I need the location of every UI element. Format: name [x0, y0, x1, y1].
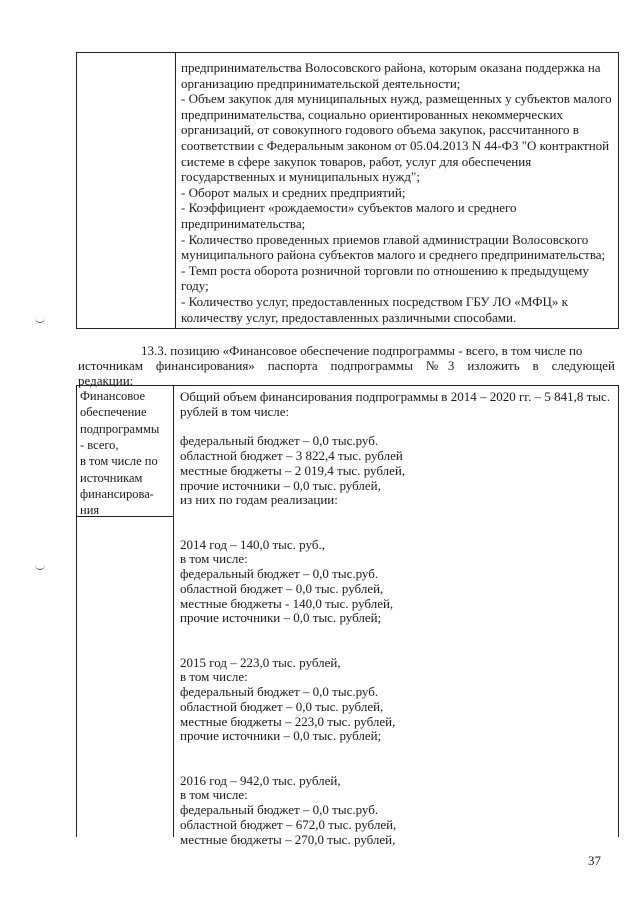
text-line: ния: [80, 503, 100, 518]
text-line: в том числе:: [180, 551, 248, 567]
text-line: обеспечение: [80, 405, 147, 420]
text-line: в том числе по: [80, 454, 158, 469]
text-line: 2014 год – 140,0 тыс. руб.,: [180, 536, 325, 552]
intro-line-1: 13.3. позицию «Финансовое обеспечение подпрограммы - всего, в том числе по: [141, 343, 583, 358]
text-line: организаций, от совокупного годового объема закупок, рассчитанного в: [181, 122, 579, 138]
text-line: из них по годам реализации:: [180, 492, 338, 508]
text-line: источникам: [80, 470, 143, 485]
text-line: количеству услуг, предоставленных различными способами.: [181, 309, 517, 325]
text-line: местные бюджеты – 223,0 тыс. рублей,: [180, 713, 396, 729]
text-line: федеральный бюджет – 0,0 тыс.руб.: [180, 433, 379, 449]
text-line: федеральный бюджет – 0,0 тыс.руб.: [180, 802, 379, 817]
scan-mark: [35, 318, 45, 323]
finance-table-column-divider: [173, 385, 174, 837]
text-line: предпринимательства Волосовского района, которым оказана поддержка на: [181, 60, 601, 75]
text-line: областной бюджет – 672,0 тыс. рублей,: [180, 816, 397, 832]
intro-line-3: редакции:: [78, 373, 134, 388]
text-line: прочие источники – 0,0 тыс. рублей;: [180, 610, 382, 626]
text-line: - всего,: [80, 437, 119, 452]
text-line: - Количество проведенных приемов главой администрации Волосовского: [181, 231, 589, 247]
text-line: 2015 год – 223,0 тыс. рублей,: [180, 654, 341, 670]
text-line: областной бюджет – 3 822,4 тыс. рублей: [180, 448, 403, 463]
text-line: прочие источники – 0,0 тыс. рублей,: [180, 477, 381, 493]
text-line: областной бюджет – 0,0 тыс. рублей,: [180, 580, 384, 596]
text-line: организацию предпринимательской деятельности;: [181, 75, 461, 91]
intro-line-2: источникам финансирования» паспорта подпрограммы №3 изложить в следующей: [78, 358, 615, 373]
text-line: подпрограммы: [80, 421, 160, 436]
page-number: 37: [588, 853, 601, 868]
top-table-column-divider: [175, 52, 176, 328]
text-line: федеральный бюджет – 0,0 тыс.руб.: [180, 684, 379, 699]
text-line: - Объем закупок для муниципальных нужд, размещенных у субъектов малого: [181, 91, 612, 107]
text-line: местные бюджеты - 140,0 тыс. рублей,: [180, 595, 394, 611]
text-line: местные бюджеты – 270,0 тыс. рублей,: [180, 831, 396, 847]
text-line: - Коэффициент «рождаемости» субъектов малого и среднего: [181, 200, 517, 216]
text-line: - Количество услуг, предоставленных посредством ГБУ ЛО «МФЦ» к: [181, 294, 568, 309]
text-line: Общий объем финансирования подпрограммы в 2014 – 2020 гг. – 5 841,8 тыс.: [180, 389, 611, 404]
text-line: предпринимательства, социально ориентированных некоммерческих: [181, 106, 563, 122]
text-line: федеральный бюджет – 0,0 тыс.руб.: [180, 566, 379, 581]
text-line: предпринимательства;: [181, 216, 306, 231]
text-line: 2016 год – 942,0 тыс. рублей,: [180, 772, 341, 788]
text-line: областной бюджет – 0,0 тыс. рублей,: [180, 698, 384, 714]
text-line: соответствии с Федеральным законом от 05.04.2013 N 44-ФЗ "О контрактной: [181, 138, 610, 153]
text-line: году;: [181, 278, 209, 294]
text-line: рублей в том числе:: [180, 403, 290, 419]
text-line: прочие источники – 0,0 тыс. рублей;: [180, 728, 382, 744]
scan-mark: [35, 565, 45, 570]
text-line: финансирова-: [80, 486, 154, 501]
text-line: в том числе:: [180, 787, 248, 803]
text-line: местные бюджеты – 2 019,4 тыс. рублей,: [180, 462, 406, 478]
text-line: государственных и муниципальных нужд";: [181, 169, 420, 185]
text-line: - Оборот малых и средних предприятий;: [181, 184, 406, 200]
text-line: системе в сфере закупок товаров, работ, услуг для обеспечения: [181, 153, 532, 169]
text-line: - Темп роста оборота розничной торговли по отношению к предыдущему: [181, 262, 589, 278]
text-line: в том числе:: [180, 669, 248, 685]
text-line: муниципального района субъектов малого и среднего предпринимательства;: [181, 247, 606, 263]
text-line: Финансовое: [80, 389, 146, 403]
